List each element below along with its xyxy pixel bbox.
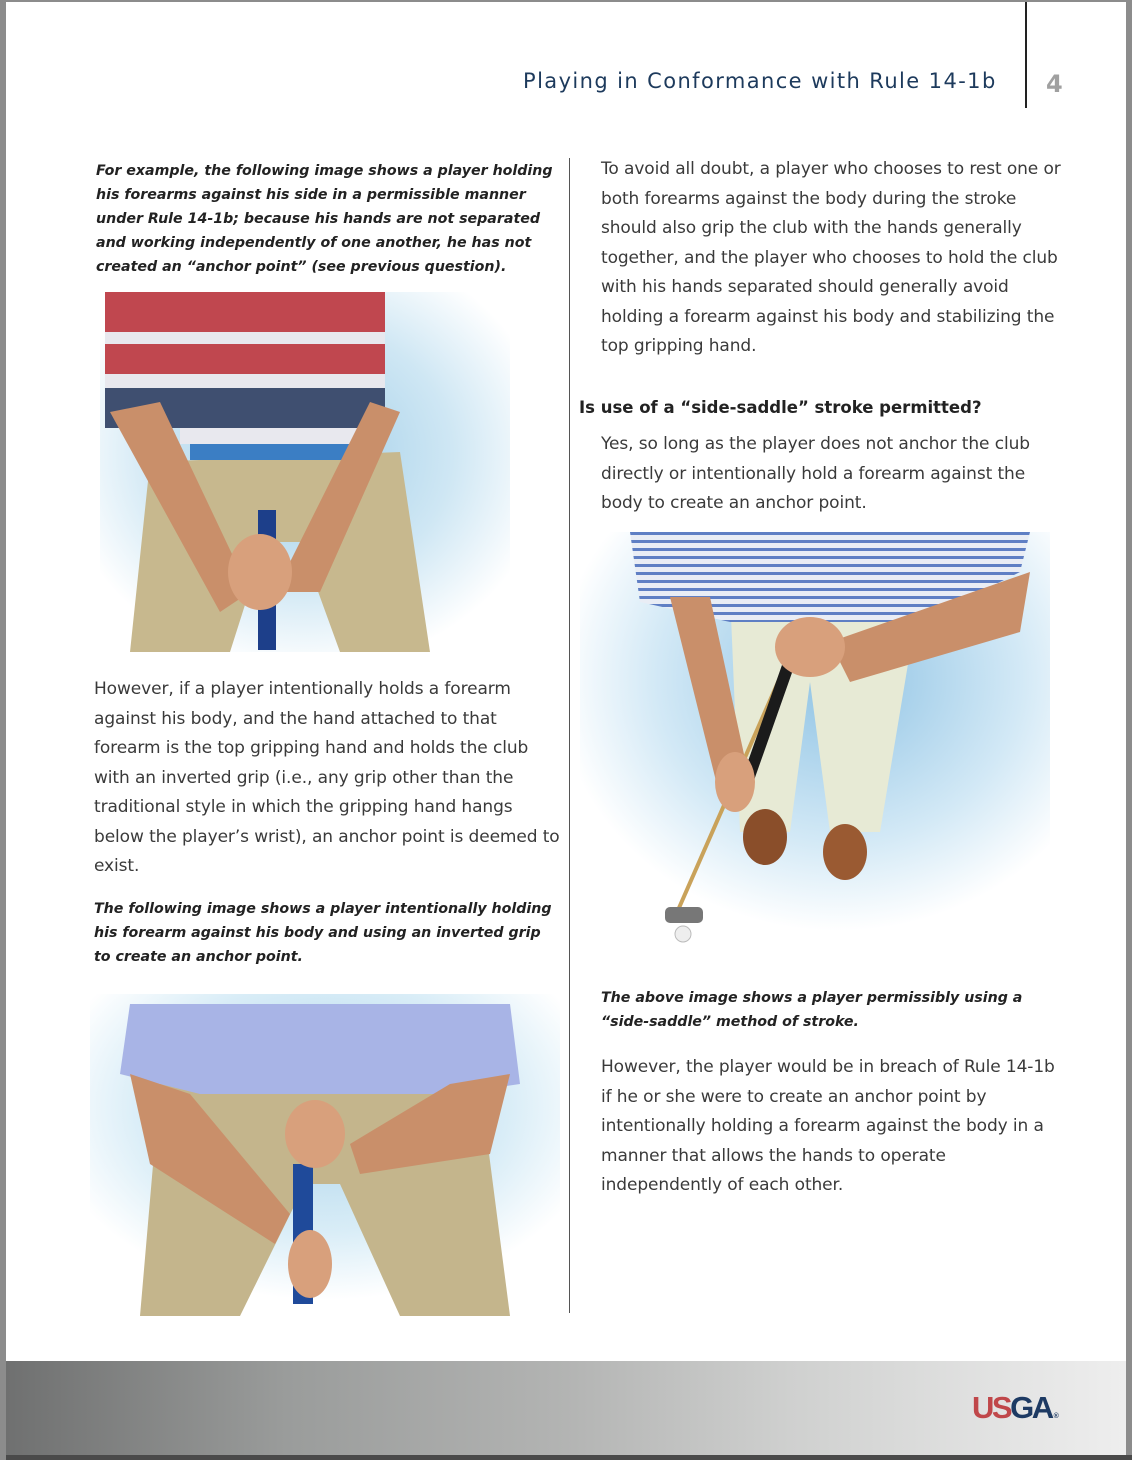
usga-logo-ga: GA — [1010, 1390, 1052, 1425]
page-footer-band — [6, 1361, 1126, 1455]
usga-logo — [972, 1390, 1059, 1426]
paragraph-avoid-doubt: To avoid all doubt, a player who chooses to rest one or both forearms against the body during the stroke should also grip the club with the hands generally together, and the player who chooses to hold the club with his hands separated should generally avoid holding a forearm against his body and stabilizing the top gripping hand. — [601, 159, 1061, 356]
page-header-title: Playing in Conformance with Rule 14-1b — [523, 69, 997, 93]
golfer-side-saddle-image — [580, 532, 1050, 952]
paragraph-inverted-grip: However, if a player intentionally holds a forearm against his body, and the hand attached to that forearm is the top gripping hand and holds the club with an inverted grip (i.e., any grip other than the traditional style in which the gripping hand hangs below the player’s wrist), an anchor point is deemed to exist. — [94, 679, 560, 876]
caption-anchor-point: The following image shows a player intentionally holding his forearm against his body and using an inverted grip to create an anchor point. — [94, 901, 552, 965]
paragraph-breach-rule: However, the player would be in breach of Rule 14-1b if he or she were to create an anchor point by intentionally holding a forearm against the body in a manner that allows the hands to operate independently of each other. — [601, 1057, 1055, 1195]
header-divider — [1025, 2, 1027, 108]
page-number: 4 — [1046, 70, 1063, 98]
caption-permissible-grip: For example, the following image shows a player holding his forearms against his side in a permissible manner under Rule 14-1b; because his hands are not separated and working independently of one another, he has not created an “anchor point” (see previous question). — [96, 163, 553, 275]
illustration-side-saddle — [580, 532, 1050, 952]
registered-mark: ® — [1053, 1413, 1059, 1420]
illustration-forearms-against-side — [100, 292, 510, 652]
golfer-forearms-side-image — [100, 292, 510, 652]
column-divider — [569, 158, 570, 1313]
question-side-saddle: Is use of a “side-saddle” stroke permitted? — [579, 398, 982, 417]
caption-side-saddle: The above image shows a player permissibly using a “side-saddle” method of stroke. — [601, 990, 1023, 1030]
illustration-inverted-grip-anchor — [90, 994, 560, 1316]
golfer-inverted-grip-image — [90, 994, 560, 1316]
page-shadow — [6, 1455, 1132, 1460]
usga-logo-us: US — [972, 1390, 1011, 1425]
answer-side-saddle: Yes, so long as the player does not anchor the club directly or intentionally hold a forearm against the body to create an anchor point. — [601, 434, 1030, 513]
